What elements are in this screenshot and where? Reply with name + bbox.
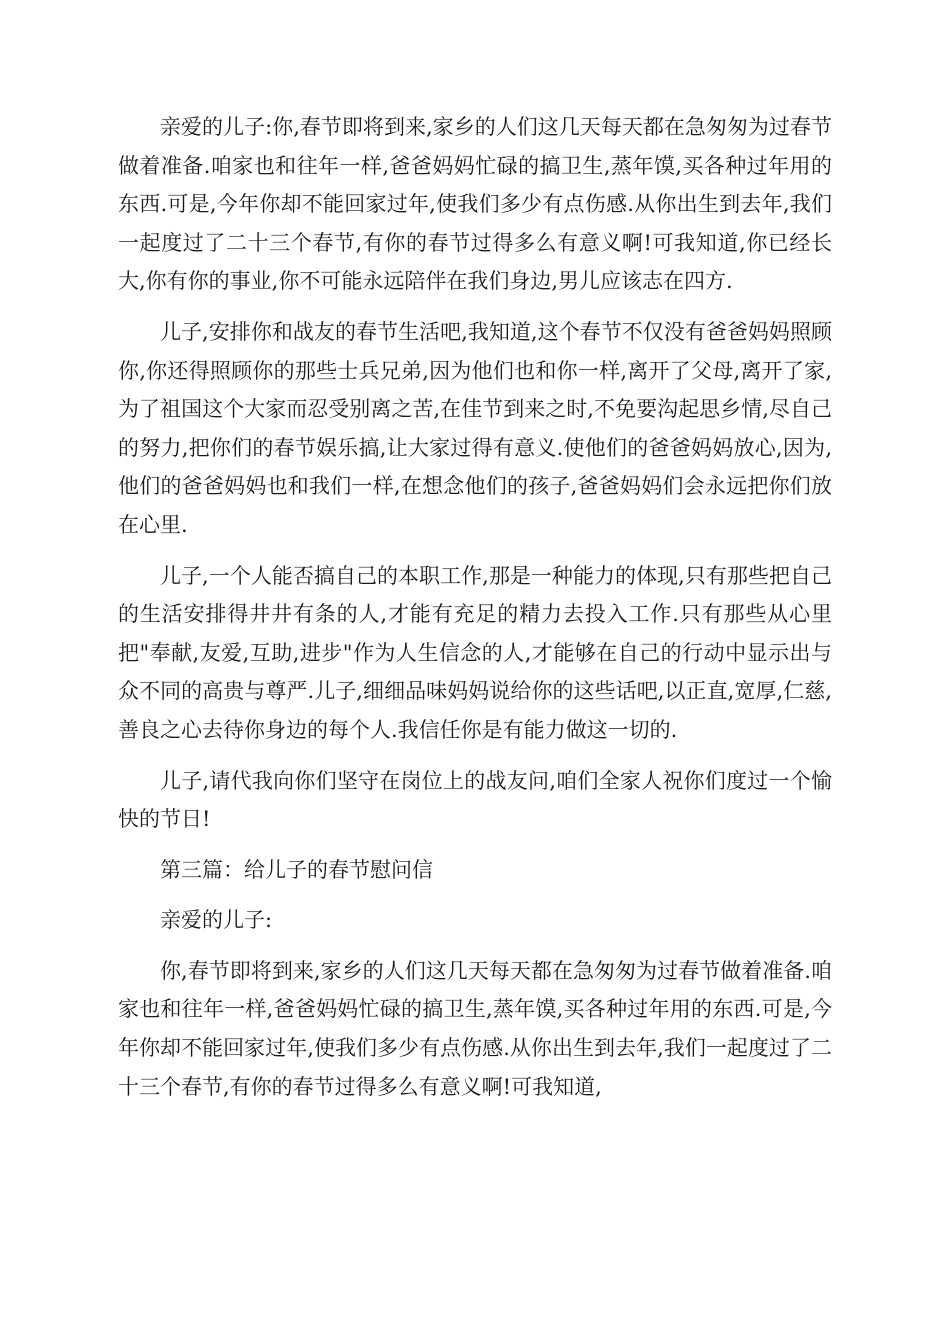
document-page [118,108,832,1118]
paragraph-arrange-holiday: 儿子,安排你和战友的春节生活吧,我知道,这个春节不仅没有爸爸妈妈照顾你,你还得照顾你的那些士兵兄弟,因为他们也和你一样,离开了父母,离开了家,为了祖国这个大家而忍受别离之苦,在佳节到来之时,不免要沟起思乡情,尽自己的努力,把你们的春节娱乐搞,让大家过得有意义.使他们的爸爸妈妈放心,因为,他们的爸爸妈妈也和我们一样,在想念他们的孩子,爸爸妈妈们会永远把你们放在心里. [118,319,832,537]
paragraph-letter-body: 你,春节即将到来,家乡的人们这几天每天都在急匆匆为过春节做着准备.咱家也和往年一样,爸爸妈妈忙碌的搞卫生,蒸年馍,买各种过年用的东西.可是,今年你却不能回家过年,使我们多少有点伤感.从你出生到去年,我们一起度过了二十三个春节,有你的春节过得多么有意义啊!可我知道, [118,958,832,1099]
paragraph-closing-wishes: 儿子,请代我向你们坚守在岗位上的战友问,咱们全家人祝你们度过一个愉快的节日! [118,768,832,832]
paragraph-greeting-letter: 亲爱的儿子:你,春节即将到来,家乡的人们这几天每天都在急匆匆为过春节做着准备.咱家也和往年一样,爸爸妈妈忙碌的搞卫生,蒸年馍,买各种过年用的东西.可是,今年你却不能回家过年,使我们多少有点伤感.从你出生到去年,我们一起度过了二十三个春节,有你的春节过得多么有意义啊!可我知道,你已经长大,你有你的事业,你不可能永远陪伴在我们身边,男儿应该志在四方. [118,115,832,294]
section-heading: 第三篇：给儿子的春节慰问信 [160,857,433,882]
salutation: 亲爱的儿子: [160,908,273,933]
paragraph-ability: 儿子,一个人能否搞自己的本职工作,那是一种能力的体现,只有那些把自己的生活安排得井井有条的人,才能有充足的精力去投入工作.只有那些从心里把"奉献,友爱,互助,进步"作为人生信念的人,才能够在自己的行动中显示出与众不同的高贵与尊严.儿子,细细品味妈妈说给你的这些话吧,以正直,宽厚,仁慈,善良之心去待你身边的每个人.我信任你是有能力做这一切的. [118,563,832,742]
